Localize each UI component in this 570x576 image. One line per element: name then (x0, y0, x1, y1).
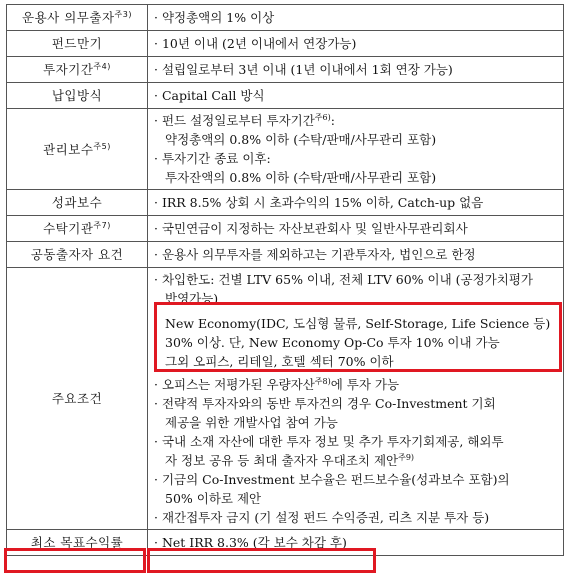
row-performance-fee (7, 190, 564, 216)
key-gp-commitment: 운용사 의무출자$^{주3)}$ (7, 5, 148, 31)
mgmt-fee-line-2: 약정총액의 0.8% 이하 (수탁/판매/사무관리 포함) (165, 132, 437, 147)
value-co-investor-requirement: · 운용사 의무투자를 제외하고는 기관투자자, 법인으로 한정 (148, 242, 564, 268)
new-economy-line-3: 그외 오피스, 리테일, 호텔 섹터 70% 이하 (165, 354, 394, 369)
value-performance-fee: · IRR 8.5% 상회 시 초과수익의 15% 이하, Catch-up 없음 (148, 190, 564, 216)
value-investment-period: · 설립일로부터 3년 이내 (1년 이내에서 1회 연장 가능) (148, 57, 564, 83)
row-main-terms (7, 268, 564, 530)
row-payment-method (7, 83, 564, 109)
value-fund-maturity: · 10년 이내 (2년 이내에서 연장가능) (148, 31, 564, 57)
row-co-investor-requirement (7, 242, 564, 268)
row-fund-maturity (7, 31, 564, 57)
row-management-fee (7, 109, 564, 190)
row-custodian (7, 216, 564, 242)
office-line: · 오피스는 저평가된 우량자산$^{주8)}$에 투자 가능 (154, 376, 400, 392)
row-target-return (7, 530, 564, 556)
value-main-terms (148, 268, 564, 530)
key-custodian: 수탁기관$^{주7)}$ (7, 216, 148, 242)
value-payment-method: · Capital Call 방식 (148, 83, 564, 109)
mgmt-fee-line-1: · 펀드 설정일로부터 투자기간$^{주6)}$: (154, 112, 335, 128)
new-economy-line-1: New Economy(IDC, 도심형 물류, Self-Storage, Life Science 등) (165, 316, 551, 331)
domestic-line-1: · 국내 소재 자산에 대한 투자 정보 및 추가 투자기회제공, 해외투 (154, 434, 504, 449)
mgmt-fee-line-3: · 투자기간 종료 이후: (154, 151, 271, 166)
row-investment-period (7, 57, 564, 83)
key-performance-fee: 성과보수 (7, 190, 148, 216)
value-management-fee (148, 109, 564, 190)
new-economy-line-2: 30% 이상. 단, New Economy Op-Co 투자 10% 이내 가능 (165, 335, 500, 350)
strategic-line-1: · 전략적 투자자와의 동반 투자건의 경우 Co-Investment 기회 (154, 396, 496, 411)
borrowing-line-1: · 차입한도: 건별 LTV 65% 이내, 전체 LTV 60% 이내 (공정가치평가 (154, 272, 533, 287)
borrowing-line-2: 반영가능) (165, 291, 219, 306)
key-target-return: 최소 목표수익률 (7, 530, 148, 556)
coinvest-fee-line-2: 50% 이하로 제안 (165, 491, 262, 506)
key-management-fee: 관리보수$^{주5)}$ (7, 109, 148, 190)
key-payment-method: 납입방식 (7, 83, 148, 109)
key-co-investor-requirement: 공동출자자 요건 (7, 242, 148, 268)
fund-terms-table (6, 4, 564, 556)
strategic-line-2: 제공을 위한 개발사업 참여 가능 (165, 415, 338, 430)
domestic-line-2: 자 정보 공유 등 최대 출자자 우대조치 제안$^{주9)}$ (165, 452, 415, 468)
key-fund-maturity: 펀드만기 (7, 31, 148, 57)
reinvest-line: · 재간접투자 금지 (기 설정 펀드 수익증권, 리츠 지분 투자 등) (154, 510, 490, 525)
value-custodian: · 국민연금이 지정하는 자산보관회사 및 일반사무관리회사 (148, 216, 564, 242)
key-investment-period: 투자기간$^{주4)}$ (7, 57, 148, 83)
coinvest-fee-line-1: · 기금의 Co-Investment 보수율은 펀드보수율(성과보수 포함)의 (154, 472, 510, 487)
value-gp-commitment: · 약정총액의 1% 이상 (148, 5, 564, 31)
mgmt-fee-line-4: 투자잔액의 0.8% 이하 (수탁/판매/사무관리 포함) (165, 170, 437, 185)
value-target-return: · Net IRR 8.3% (각 보수 차감 후) (148, 530, 564, 556)
key-main-terms: 주요조건 (7, 268, 148, 530)
row-gp-commitment (7, 5, 564, 31)
